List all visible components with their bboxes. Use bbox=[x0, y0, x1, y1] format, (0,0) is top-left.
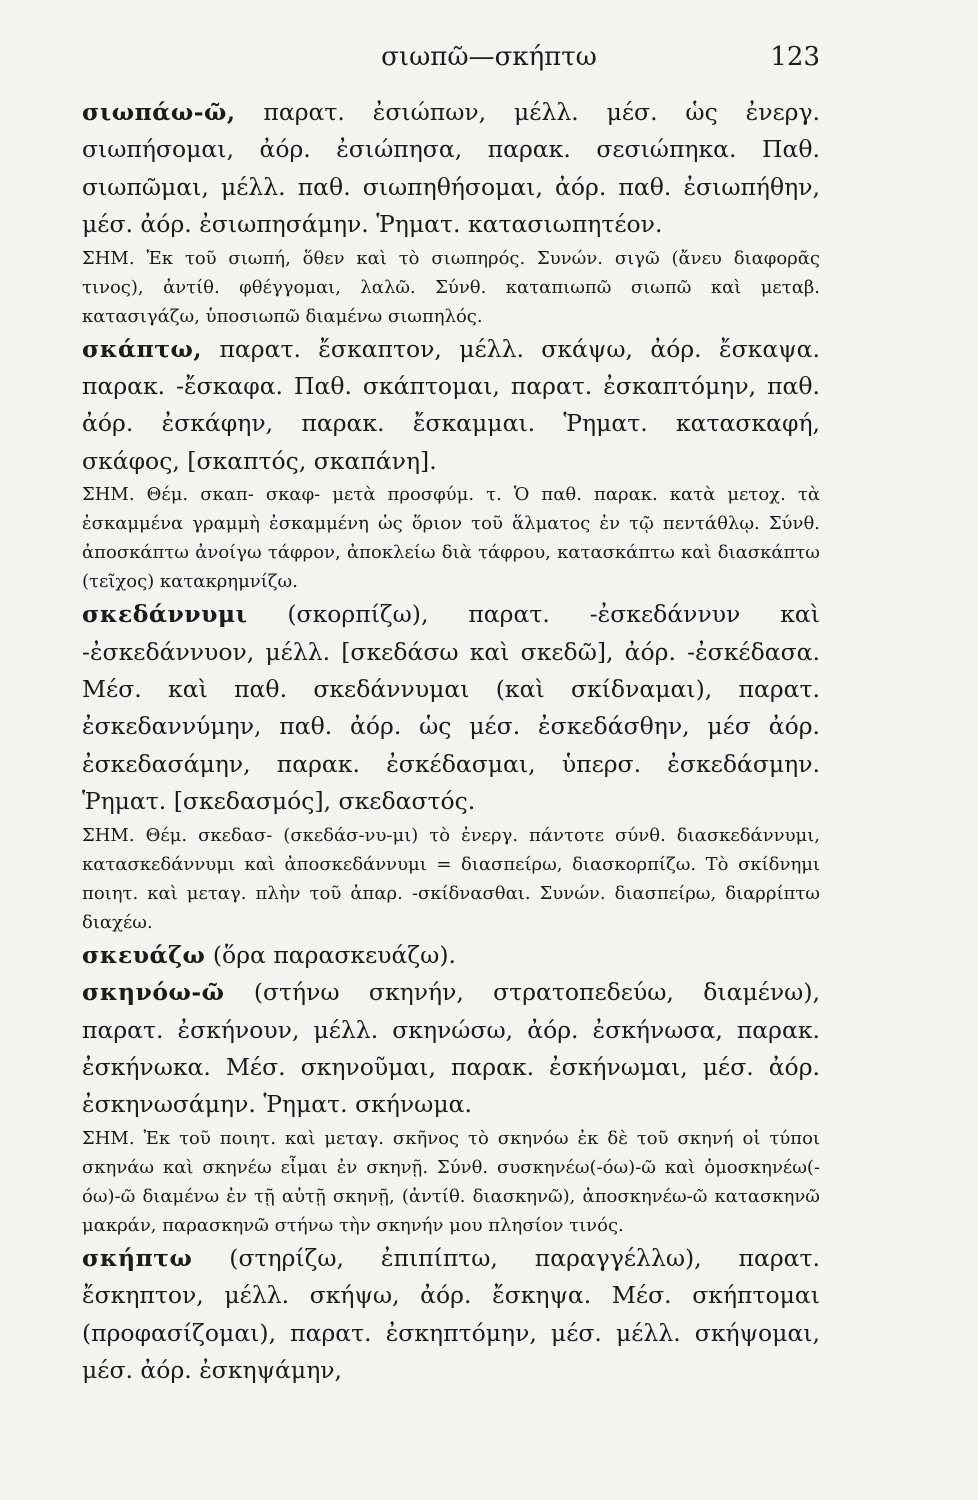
page-number: 123 bbox=[770, 42, 820, 72]
entry-forms: (στήνω σκηνήν, στρατοπεδεύω, διαμένω), παρατ. ἐσκήνουν, μέλλ. σκηνώσω, ἀόρ. ἐσκήνωσα, παρακ. ἐσκήνωκα. Μέσ. σκηνοῦμαι, παρακ. ἐσκήνωμαι, μέσ. ἀόρ. ἐσκηνωσάμην. Ῥηματ. σκήνωμα. bbox=[82, 978, 820, 1119]
entry-main-text bbox=[82, 94, 820, 244]
headword: σκηνόω-ῶ bbox=[82, 978, 225, 1007]
entry-forms: παρατ. ἐσιώπων, μέλλ. μέσ. ὡς ἐνεργ. σιωπήσομαι, ἀόρ. ἐσιώπησα, παρακ. σεσιώπηκα. Παθ. σιωπῶμαι, μέλλ. παθ. σιωπηθήσομαι, ἀόρ. παθ. ἐσιωπήθην, μέσ. ἀόρ. ἐσιωπησάμην. Ῥηματ. κατασιωπητέον. bbox=[82, 98, 820, 239]
entry-note: ΣΗΜ. Ἐκ τοῦ σιωπή, ὅθεν καὶ τὸ σιωπηρός. Συνών. σιγῶ (ἄνευ διαφορᾶς τινος), ἀντίθ. φθέγγομαι, λαλῶ. Σύνθ. καταπιωπῶ σιωπῶ καὶ μεταβ. κατασιγάζω, ὑποσιωπῶ διαμένω σιωπηλός. bbox=[82, 247, 820, 327]
page-body bbox=[82, 94, 820, 1389]
entry-main-text bbox=[82, 937, 820, 974]
headword: σκήπτω bbox=[82, 1243, 193, 1272]
dictionary-entry bbox=[82, 331, 820, 597]
dictionary-entry bbox=[82, 1240, 820, 1390]
entry-note: ΣΗΜ. Ἐκ τοῦ ποιητ. καὶ μεταγ. σκῆνος τὸ σκηνόω ἐκ δὲ τοῦ σκηνή οἱ τύποι σκηνάω καὶ σκηνέω εἶμαι ἐν σκηνῇ. Σύνθ. συσκηνέω(-όω)-ῶ καὶ ὁμοσκηνέω(-όω)-ῶ διαμένω ἐν τῇ αὐτῇ σκηνῇ, (ἀντίθ. διασκηνῶ), ἀποσκηνέω-ῶ κατασκηνῶ μακράν, παρασκηνῶ στήνω τὴν σκηνήν μου πλησίον τινός. bbox=[82, 1127, 820, 1236]
dictionary-entry bbox=[82, 94, 820, 331]
headword: σκευάζω bbox=[82, 940, 206, 969]
entry-main-text bbox=[82, 1240, 820, 1390]
headword: σιωπάω-ῶ, bbox=[82, 98, 236, 126]
headword: σκάπτω, bbox=[82, 334, 203, 363]
entry-main-text bbox=[82, 331, 820, 481]
entry-main-text bbox=[82, 974, 820, 1124]
entry-note: ΣΗΜ. Θέμ. σκαπ- σκαφ- μετὰ προσφύμ. τ. Ὁ παθ. παρακ. κατὰ μετοχ. τὰ ἐσκαμμένα γραμμὴ ἐσκαμμένη ὡς ὅριον τοῦ ἅλματος ἐν τῷ πεντάθλῳ. Σύνθ. ἀποσκάπτω ἀνοίγω τάφρον, ἀποκλείω διὰ τάφρου, κατασκάπτω καὶ διασκάπτω (τεῖχος) κατακρημνίζω. bbox=[82, 484, 820, 593]
dictionary-entry bbox=[82, 596, 820, 936]
dictionary-entry bbox=[82, 974, 820, 1240]
running-title: σιωπῶ—σκήπτω bbox=[381, 42, 597, 72]
entry-forms: (ὅρα παρασκευάζω). bbox=[205, 940, 456, 969]
dictionary-entry bbox=[82, 937, 820, 974]
running-header bbox=[0, 42, 978, 82]
entry-main-text bbox=[82, 596, 820, 820]
entry-forms: (στηρίζω, ἐπιπίπτω, παραγγέλλω), παρατ. ἔσκηπτον, μέλλ. σκήψω, ἀόρ. ἔσκηψα. Μέσ. σκήπτομαι (προφασίζομαι), παρατ. ἐσκηπτόμην, μέσ. μέλλ. σκήψομαι, μέσ. ἀόρ. ἐσκηψάμην, bbox=[82, 1243, 820, 1384]
entry-forms: παρατ. ἔσκαπτον, μέλλ. σκάψω, ἀόρ. ἔσκαψα. παρακ. -ἔσκαφα. Παθ. σκάπτομαι, παρατ. ἐσκαπτόμην, παθ. ἀόρ. ἐσκάφην, παρακ. ἔσκαμμαι. Ῥηματ. κατασκαφή, σκάφος, [σκαπτός, σκαπάνη]. bbox=[82, 334, 820, 475]
entry-forms: (σκορπίζω), παρατ. -ἐσκεδάννυν καὶ -ἐσκεδάννυον, μέλλ. [σκεδάσω καὶ σκεδῶ], ἀόρ. -ἐσκέδασα. Μέσ. καὶ παθ. σκεδάννυμαι (καὶ σκίδναμαι), παρατ. ἐσκεδαννύμην, παθ. ἀόρ. ὡς μέσ. ἐσκεδάσθην, μέσ ἀόρ. ἐσκεδασάμην, παρακ. ἐσκέδασμαι, ὑπερσ. ἐσκεδάσμην. Ῥηματ. [σκεδασμός], σκεδαστός. bbox=[82, 600, 820, 816]
entry-note: ΣΗΜ. Θέμ. σκεδασ- (σκεδάσ-νυ-μι) τὸ ἐνεργ. πάντοτε σύνθ. διασκεδάννυμι, κατασκεδάννυμι καὶ ἀποσκεδάννυμι = διασπείρω, διασκορπίζω. Τὸ σκίδνημι ποιητ. καὶ μεταγ. πλὴν τοῦ ἀπαρ. -σκίδνασθαι. Συνών. διασπείρω, διαρρίπτω διαχέω. bbox=[82, 824, 820, 933]
headword: σκεδάννυμι bbox=[82, 600, 248, 629]
